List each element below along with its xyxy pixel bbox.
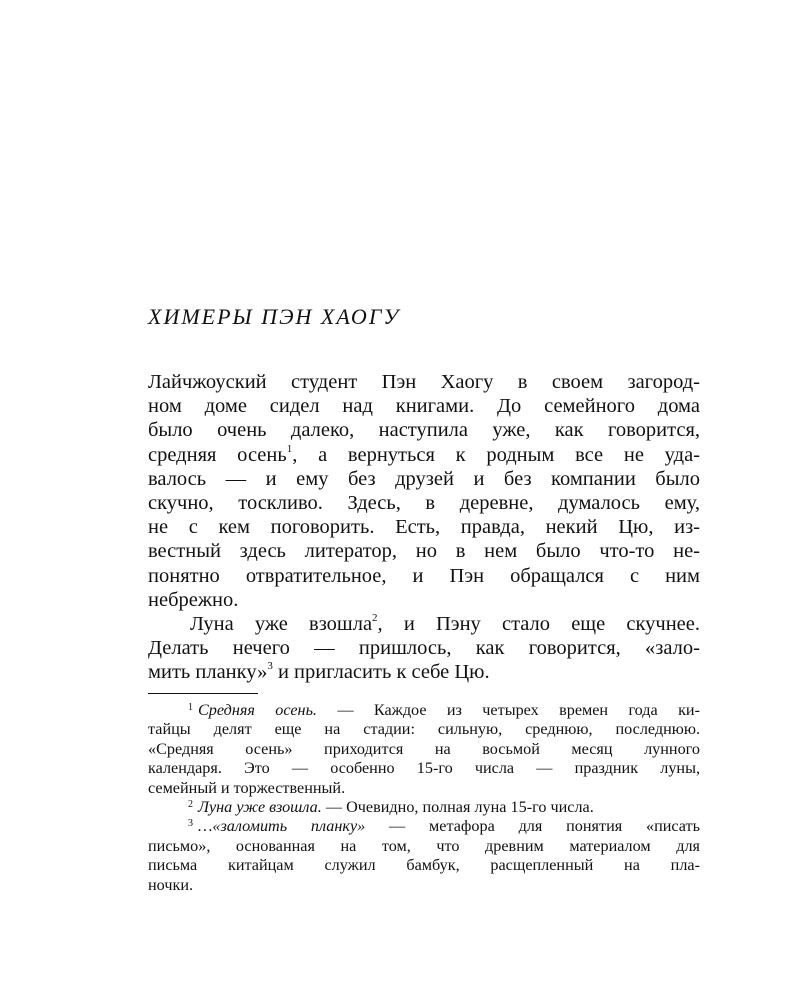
text-line: Лайчжоуский студент Пэн Хаогу в своем загород-: [148, 371, 700, 393]
text-fragment: , и Пэну стало еще скучнее.: [377, 612, 700, 635]
text-fragment: Луна уже взошла: [190, 612, 373, 635]
footnotes: [148, 701, 700, 895]
text-fragment: и пригласить к себе Цю.: [272, 661, 490, 684]
footnote-number: 2: [188, 798, 193, 810]
text-line: было очень далеко, наступила уже, как говорится,: [148, 419, 700, 442]
text-line: скучно, тоскливо. Здесь, в деревне, думалось ему,: [148, 491, 700, 514]
footnote-3: [148, 817, 700, 836]
footnote-divider: [148, 693, 258, 694]
text-line: Делать нечего — пришлось, как говорится, «зало-: [148, 637, 700, 660]
footnote-number: 3: [188, 818, 193, 830]
footnote-line: семейный и торжественный.: [148, 778, 346, 797]
footnote-text: — Каждое из четырех времен года ки-: [316, 701, 700, 719]
footnote-2: [148, 798, 700, 817]
text-line: не с кем поговорить. Есть, правда, некий Цю, из-: [148, 516, 700, 539]
footnote-line: тайцы делят еще на стадии: сильную, среднюю, последнюю.: [148, 720, 700, 739]
footnote-line: «Средняя осень» приходится на восьмой месяц лунного: [148, 739, 700, 758]
footnote-term: Луна уже взошла.: [198, 797, 322, 816]
footnote-line: календаря. Это — особенно 15-го числа — праздник луны,: [148, 759, 700, 778]
footnote-term: Средняя осень.: [198, 701, 317, 719]
footnote-line: ночки.: [148, 875, 194, 894]
text-fragment: средняя осень: [148, 443, 287, 466]
text-line: [148, 612, 700, 636]
footnote-number: 1: [188, 702, 193, 713]
text-line: небрежно.: [148, 588, 239, 611]
text-line: понятно отвратительное, и Пэн обращался с ним: [148, 564, 700, 587]
footnote-line: письмо», основанная на том, что древним материалом для: [148, 836, 700, 855]
main-text: [148, 370, 700, 684]
text-line: вестный здесь литератор, но в нем было что-то не-: [148, 540, 700, 563]
footnote-1: [148, 701, 700, 720]
chapter-title: ХИМЕРЫ ПЭН ХАОГУ: [148, 304, 401, 329]
text-fragment: , а вернуться к родным все не уда-: [292, 443, 700, 466]
footnote-text: — метафора для понятия «писать: [365, 817, 700, 836]
footnote-ref-1[interactable]: 1: [286, 442, 293, 455]
text-fragment: мить планку»: [148, 661, 268, 684]
footnote-ref-2[interactable]: 2: [372, 612, 378, 625]
footnote-ref-3[interactable]: 3: [267, 660, 273, 673]
footnote-line: письма китайцам служил бамбук, расщепленный на пла-: [148, 856, 700, 875]
footnote-text: — Очевидно, полная луна 15-го числа.: [321, 797, 594, 816]
text-line: ном доме сидел над книгами. До семейного дома: [148, 395, 700, 418]
text-line: валось — и ему без друзей и без компании было: [148, 467, 700, 490]
footnote-term: …«заломить планку»: [198, 817, 366, 836]
text-line: [148, 443, 700, 467]
text-line: [148, 660, 700, 684]
